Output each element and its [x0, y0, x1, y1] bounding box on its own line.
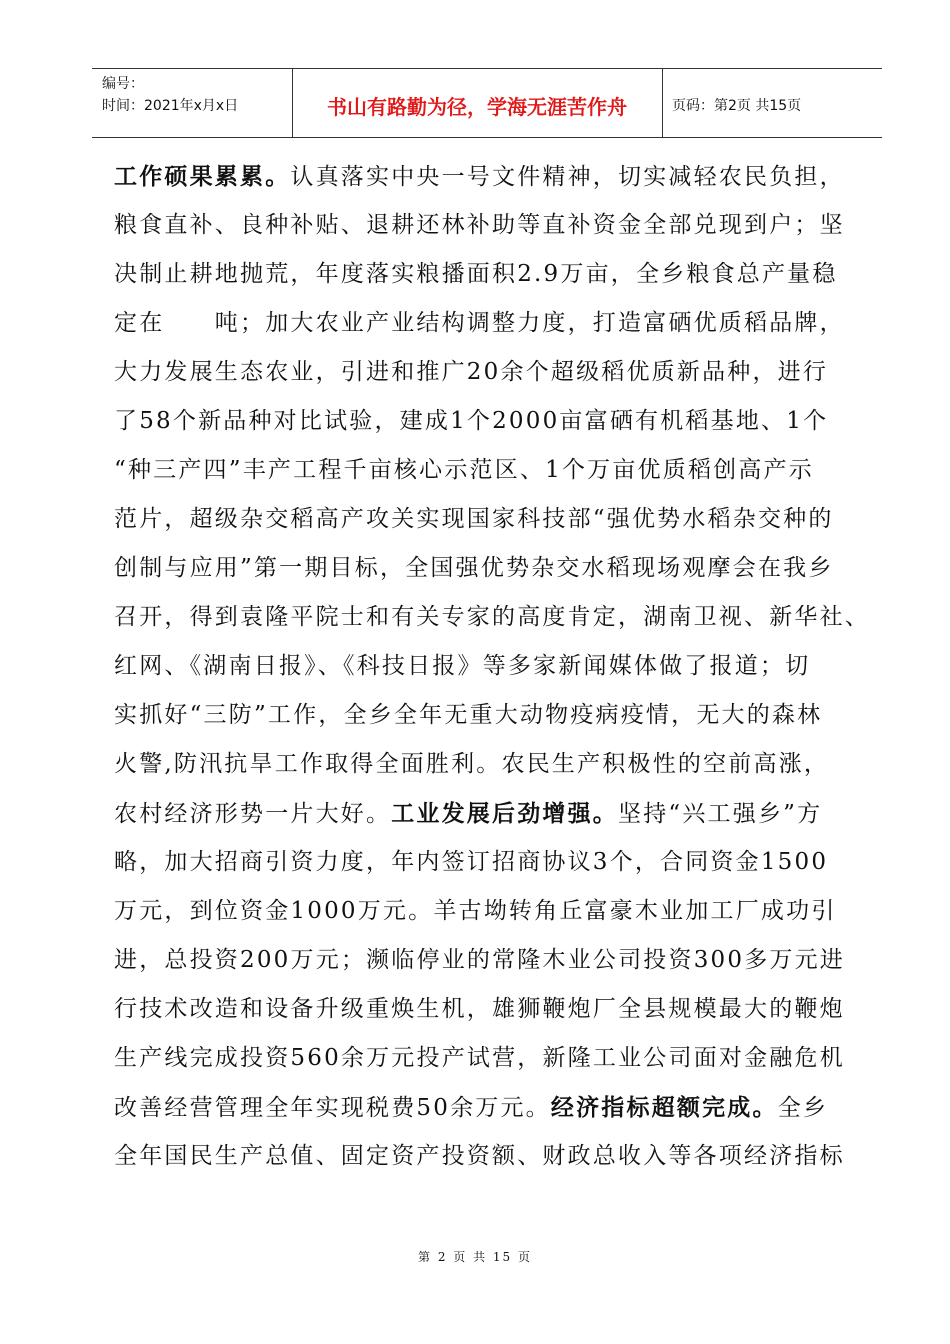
text-line	[114, 838, 874, 887]
text-line	[114, 348, 874, 397]
body-text: 火警,防汛抗旱工作取得全面胜利。农民生产积极性的空前高涨，	[114, 751, 830, 777]
bold-heading-text: 经济指标超额完成。	[550, 1094, 778, 1121]
body-text: 进，总投资200万元；濒临停业的常隆木业公司投资300多万元进	[114, 947, 845, 973]
text-line	[114, 593, 874, 642]
page-info: 页码：第2页 共15页	[672, 98, 802, 114]
text-line	[114, 1132, 874, 1181]
text-line	[114, 789, 874, 838]
text-line	[114, 1034, 874, 1083]
body-text: 粮食直补、良种补贴、退耕还林补助等直补资金全部兑现到户；坚	[114, 212, 845, 238]
text-line	[114, 936, 874, 985]
text-line	[114, 887, 874, 936]
text-line	[114, 397, 874, 446]
body-text: 实抓好“三防”工作，全乡全年无重大动物疫病疫情，无大的森林	[114, 702, 823, 728]
text-line	[114, 1083, 874, 1132]
text-line	[114, 691, 874, 740]
text-line	[114, 299, 874, 348]
time-label: 时间：2021年x月x日	[102, 98, 239, 114]
body-text: 全年国民生产总值、固定资产投资额、财政总收入等各项经济指标	[114, 1143, 845, 1169]
bold-heading-text: 工作硕果累累。	[114, 163, 291, 190]
header-page-cell	[662, 69, 882, 137]
motto: 书山有路勤为径，学海无涯苦作舟	[327, 95, 627, 119]
page-header	[92, 68, 882, 138]
body-text: 大力发展生态农业，引进和推广20余个超级稻优质新品种，进行	[114, 359, 829, 385]
text-line	[114, 985, 874, 1034]
body-text: “种三产四”丰产工程千亩核心示范区、1个万亩优质稻创高产示	[114, 457, 814, 483]
text-line	[114, 446, 874, 495]
page-footer: 第 2 页 共 15 页	[418, 1250, 532, 1264]
text-line	[114, 544, 874, 593]
body-text: 创制与应用”第一期目标，全国强优势杂交水稻现场观摩会在我乡	[114, 555, 834, 581]
body-text: 略，加大招商引资力度，年内签订招商协议3个，合同资金1500	[114, 849, 829, 875]
text-line	[114, 201, 874, 250]
body-text: 认真落实中央一号文件精神，切实减轻农民负担，	[290, 164, 845, 190]
body-text: 改善经营管理全年实现税费50余万元。	[114, 1095, 551, 1121]
body-text: 坚持“兴工强乡”方	[618, 801, 823, 827]
text-line	[114, 642, 874, 691]
text-line	[114, 250, 874, 299]
body-text: 生产线完成投资560余万元投产试营，新隆工业公司面对金融危机	[114, 1045, 845, 1071]
body-text: 定在 吨；加大农业产业结构调整力度，打造富硒优质稻品牌，	[114, 310, 845, 336]
body-text: 万元，到位资金1000万元。羊古坳转角丘富豪木业加工厂成功引	[114, 898, 837, 924]
body-text: 红网、《湖南日报》、《科技日报》等多家新闻媒体做了报道；切	[114, 653, 811, 679]
body-text: 范片，超级杂交稻高产攻关实现国家科技部“强优势水稻杂交种的	[114, 506, 834, 532]
body-text: 农村经济形势一片大好。	[114, 801, 392, 827]
text-line	[114, 740, 874, 789]
serial-label: 编号：	[102, 76, 144, 92]
document-body	[114, 152, 874, 1181]
header-motto-cell	[292, 69, 663, 137]
bold-heading-text: 工业发展后劲增强。	[391, 800, 619, 827]
body-text: 全乡	[777, 1095, 829, 1121]
body-text: 了58个新品种对比试验，建成1个2000亩富硒有机稻基地、1个	[114, 408, 829, 434]
text-line	[114, 152, 874, 201]
text-line	[114, 495, 874, 544]
body-text: 决制止耕地抛荒，年度落实粮播面积2.9万亩，全乡粮食总产量稳	[114, 261, 838, 287]
body-text: 召开，得到袁隆平院士和有关专家的高度肯定，湖南卫视、新华社、	[114, 604, 870, 630]
header-meta	[92, 69, 293, 137]
body-text: 行技术改造和设备升级重焕生机，雄狮鞭炮厂全县规模最大的鞭炮	[114, 996, 845, 1022]
